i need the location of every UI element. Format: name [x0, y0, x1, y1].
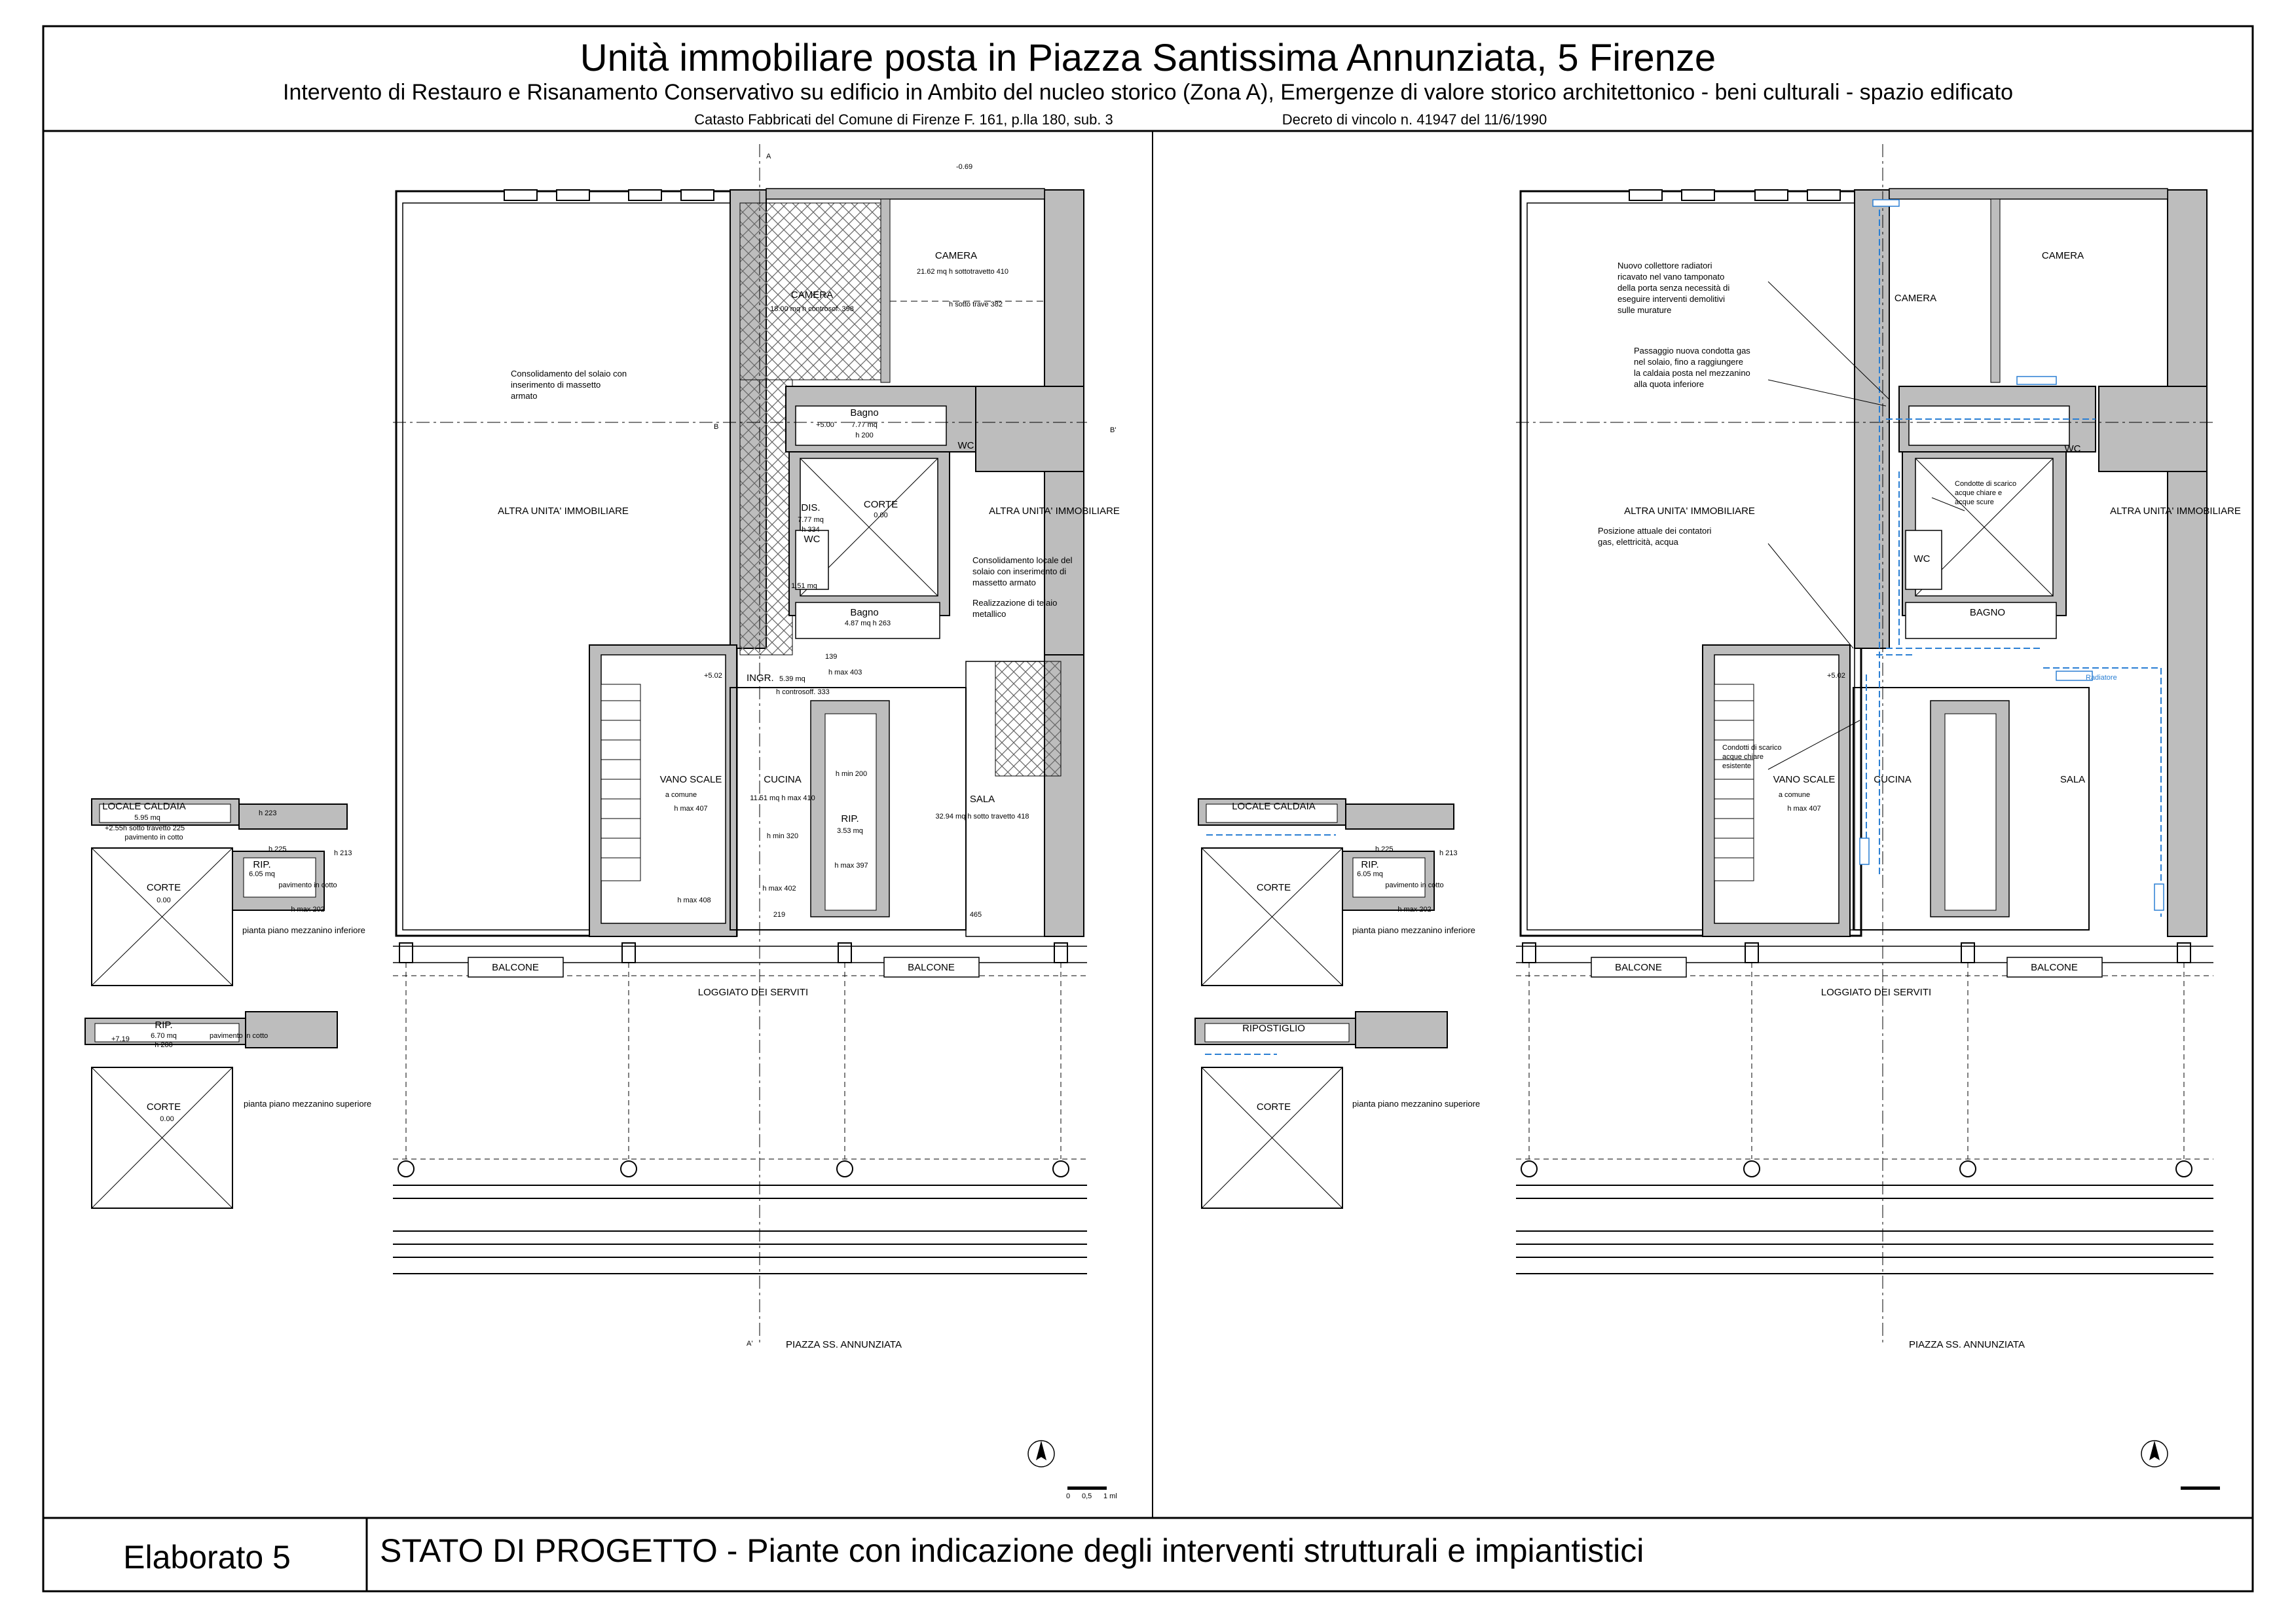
locale-caldaia-pav: pavimento in cotto: [124, 834, 183, 841]
r-h-225: h 225: [1375, 845, 1394, 853]
r-radiatore-label: Radiatore: [2086, 674, 2117, 682]
svg-text:eseguire interventi demolitivi: eseguire interventi demolitivi: [1617, 294, 1726, 304]
room-camera-1-area: 21.62 mq h sottotravetto 410: [916, 268, 1009, 276]
h-225: h 225: [268, 845, 287, 853]
r-loggiato-label: LOGGIATO DEI SERVITI: [1821, 987, 1932, 998]
svg-text:ricavato nel vano tamponato: ricavato nel vano tamponato: [1617, 272, 1725, 282]
room-wc-1: WC: [957, 440, 974, 451]
r-room-wc-1: WC: [2064, 443, 2081, 454]
svg-text:della porta senza necessità di: della porta senza necessità di: [1617, 283, 1730, 293]
rip-mezz: RIP.: [253, 859, 271, 870]
altra-unita-left: ALTRA UNITA' IMMOBILIARE: [498, 506, 629, 517]
r-room-vano-comune: a comune: [1778, 791, 1811, 799]
elaborato-label: Elaborato 5: [123, 1539, 291, 1576]
rip-mezz-hmax: h max 202: [291, 906, 325, 913]
r-mezzanino-superiore-label: pianta piano mezzanino superiore: [1352, 1099, 1481, 1109]
note-collettore: Nuovo collettore radiatori: [1617, 261, 1712, 270]
r-piazza-label: PIAZZA SS. ANNUNZIATA: [1909, 1339, 2025, 1350]
locale-caldaia: LOCALE CALDAIA: [102, 801, 186, 812]
r-room-vano-scale: VANO SCALE: [1773, 774, 1836, 785]
r-room-sala: SALA: [2060, 774, 2086, 785]
room-cucina-area: 11.51 mq h max 410: [750, 794, 815, 802]
svg-text:metallico: metallico: [972, 609, 1007, 619]
rip-mezz-area: 6.05 mq: [249, 870, 275, 878]
r-room-camera-2: CAMERA: [1894, 293, 1937, 304]
r-ripostiglio: RIPOSTIGLIO: [1242, 1023, 1305, 1034]
subtitle: Intervento di Restauro e Risanamento Conservativo su edificio in Ambito del nucleo storico (Zona A), Emergenze di valore storico architettonico - beni culturali - spazio edificato: [283, 80, 2013, 105]
r-mezzanino-inferiore-label: pianta piano mezzanino inferiore: [1352, 925, 1475, 935]
room-cucina-hmax: h max 402: [762, 885, 796, 893]
dim-465: 465: [969, 911, 982, 919]
svg-text:acque scure: acque scure: [1955, 498, 1994, 506]
svg-text:acque chiare: acque chiare: [1722, 753, 1764, 761]
room-corte-level: 0.00: [874, 511, 888, 519]
room-rip-hmin: h min 200: [835, 770, 868, 778]
loggiato-label: LOGGIATO DEI SERVITI: [697, 987, 809, 998]
section-a-label: A: [766, 153, 771, 160]
r-room-wc-2: WC: [1913, 553, 1931, 564]
room-bagno-1-area: 7.77 mq: [851, 421, 878, 429]
room-vano-scale: VANO SCALE: [659, 774, 722, 785]
r-level: +5.02: [1827, 672, 1845, 680]
r-altra-unita-left: ALTRA UNITA' IMMOBILIARE: [1624, 506, 1755, 517]
note-scarico-esistente: Condotti di scarico: [1722, 744, 1782, 752]
rip-mezz-sup: RIP.: [155, 1020, 173, 1031]
note-solaio-2: Consolidamento locale del: [972, 555, 1073, 565]
svg-text:nel solaio, fino a raggiungere: nel solaio, fino a raggiungere: [1634, 357, 1743, 367]
rip-mezz-sup-h: h 200: [155, 1041, 173, 1049]
rip-mezz-sup-level: +7.19: [111, 1035, 130, 1043]
balcone-2: BALCONE: [908, 962, 955, 973]
h-max-403: h max 403: [828, 669, 862, 676]
right-floor-plan: [1516, 144, 2241, 1490]
note-contatori: Posizione attuale dei contatori: [1598, 526, 1712, 536]
dim-219: 219: [773, 911, 786, 919]
left-mezzanine-plans: [85, 799, 371, 1208]
elaborato-description: STATO DI PROGETTO - Piante con indicazione degli interventi strutturali e impiantistici: [380, 1532, 1644, 1569]
room-rip-area: 3.53 mq: [837, 827, 863, 835]
r-h-213: h 213: [1439, 849, 1458, 857]
corte-mezz-inf: CORTE: [146, 882, 181, 893]
svg-text:acque chiare e: acque chiare e: [1955, 489, 2003, 497]
locale-caldaia-level: +2.55: [105, 824, 123, 832]
svg-text:solaio con inserimento di: solaio con inserimento di: [972, 566, 1067, 576]
dim-139: 139: [825, 653, 838, 661]
r-rip-mezz-area: 6.05 mq: [1357, 870, 1383, 878]
r-altra-unita-right: ALTRA UNITA' IMMOBILIARE: [2110, 506, 2241, 517]
section-a2-label: A': [747, 1340, 753, 1348]
room-camera-1: CAMERA: [934, 250, 978, 261]
room-rip-hmax: h max 397: [834, 862, 868, 870]
room-ingr-h: h controsoff. 333: [776, 688, 830, 696]
mezzanino-inferiore-label: pianta piano mezzanino inferiore: [242, 925, 365, 935]
h-max-408: h max 408: [677, 896, 711, 904]
mezzanino-superiore-label: pianta piano mezzanino superiore: [244, 1099, 372, 1109]
room-ingr-level: +5.02: [704, 672, 722, 680]
svg-text:gas, elettricità, acqua: gas, elettricità, acqua: [1598, 537, 1678, 547]
svg-text:inserimento di massetto: inserimento di massetto: [511, 380, 601, 390]
scale-zero: 0: [1066, 1492, 1071, 1500]
rip-mezz-sup-pav: pavimento in cotto: [210, 1032, 268, 1040]
r-room-bagno: BAGNO: [1969, 607, 2006, 618]
r-corte-mezz-sup: CORTE: [1256, 1101, 1291, 1113]
level-label: -0.69: [956, 163, 973, 171]
room-camera-2-area: 18.00 mq h controsof. 398: [770, 305, 854, 313]
room-vano-h: h max 407: [674, 805, 708, 813]
svg-text:armato: armato: [511, 391, 538, 401]
room-cucina: CUCINA: [764, 774, 802, 785]
room-bagno-1-h: h 200: [855, 432, 874, 439]
room-bagno-1-level: +5.00: [816, 421, 834, 429]
room-wc-2-area: 1.51 mq: [791, 582, 817, 590]
svg-text:la caldaia posta nel mezzanino: la caldaia posta nel mezzanino: [1634, 368, 1750, 378]
corte-mezz-sup-level: 0.00: [160, 1115, 174, 1123]
piazza-label: PIAZZA SS. ANNUNZIATA: [786, 1339, 902, 1350]
room-bagno-1: Bagno: [850, 407, 879, 418]
room-ingr: INGR.: [747, 673, 774, 684]
section-b-label: B: [714, 423, 719, 431]
locale-caldaia-area: 5.95 mq: [134, 814, 160, 822]
room-camera-2: CAMERA: [790, 289, 834, 301]
room-dis: DIS.: [801, 502, 821, 513]
r-locale-caldaia: LOCALE CALDAIA: [1232, 801, 1316, 812]
svg-text:massetto armato: massetto armato: [972, 578, 1036, 587]
left-floor-plan: [393, 144, 1120, 1500]
decreto-reference: Decreto di vincolo n. 41947 del 11/6/1990: [1282, 111, 1547, 128]
note-gas: Passaggio nuova condotta gas: [1634, 346, 1750, 356]
catasto-reference: Catasto Fabbricati del Comune di Firenze F. 161, p.lla 180, sub. 3: [694, 111, 1113, 128]
room-camera-1-h: h sotto trave 382: [949, 301, 1003, 308]
corte-mezz-sup: CORTE: [146, 1101, 181, 1113]
h-223: h 223: [259, 809, 277, 817]
balcone-1: BALCONE: [492, 962, 539, 973]
locale-caldaia-h: h sotto travetto 225: [122, 824, 185, 832]
rip-mezz-sup-area: 6.70 mq: [151, 1032, 177, 1040]
altra-unita-right: ALTRA UNITA' IMMOBILIARE: [989, 506, 1120, 517]
r-room-cucina: CUCINA: [1874, 774, 1912, 785]
right-mezzanine-plans: [1195, 799, 1480, 1208]
rip-mezz-pav: pavimento in cotto: [278, 881, 337, 889]
corte-mezz-inf-level: 0.00: [157, 896, 171, 904]
main-title: Unità immobiliare posta in Piazza Santissima Annunziata, 5 Firenze: [580, 37, 1716, 79]
room-cucina-hmin: h min 320: [766, 832, 799, 840]
svg-text:sulle murature: sulle murature: [1617, 305, 1672, 315]
room-sala-area: 32.94 mq h sotto travetto 418: [935, 813, 1029, 821]
r-rip-mezz-pav: pavimento in cotto: [1385, 881, 1444, 889]
r-corte-mezz-inf: CORTE: [1256, 882, 1291, 893]
r-room-camera-1: CAMERA: [2041, 250, 2084, 261]
room-sala: SALA: [969, 794, 995, 805]
room-bagno-2: Bagno: [850, 607, 879, 618]
h-213: h 213: [334, 849, 352, 857]
r-balcone-1: BALCONE: [1615, 962, 1662, 973]
room-dis-h: h 334: [802, 526, 820, 534]
room-dis-area: 7.77 mq: [798, 516, 824, 524]
room-rip: RIP.: [841, 813, 859, 824]
note-telaio: Realizzazione di telaio: [972, 598, 1058, 608]
scale-half: 0,5: [1082, 1492, 1092, 1500]
svg-text:alla quota inferiore: alla quota inferiore: [1634, 379, 1704, 389]
r-rip-mezz: RIP.: [1361, 859, 1379, 870]
room-ingr-area: 5.39 mq: [779, 675, 805, 683]
room-vano-comune: a comune: [665, 791, 697, 799]
svg-text:esistente: esistente: [1722, 762, 1752, 770]
r-balcone-2: BALCONE: [2031, 962, 2078, 973]
section-b2-label: B': [1110, 426, 1117, 434]
note-scarico: Condotte di scarico: [1955, 480, 2017, 488]
r-room-vano-h: h max 407: [1787, 805, 1821, 813]
r-rip-mezz-hmax: h max 202: [1397, 906, 1432, 913]
room-corte: CORTE: [863, 499, 898, 510]
note-solaio-1: Consolidamento del solaio con: [511, 369, 627, 378]
scale-one: 1 ml: [1103, 1492, 1117, 1500]
room-bagno-2-area: 4.87 mq h 263: [844, 619, 891, 627]
outer-frame: [43, 26, 2253, 1591]
room-wc-2: WC: [804, 534, 821, 545]
